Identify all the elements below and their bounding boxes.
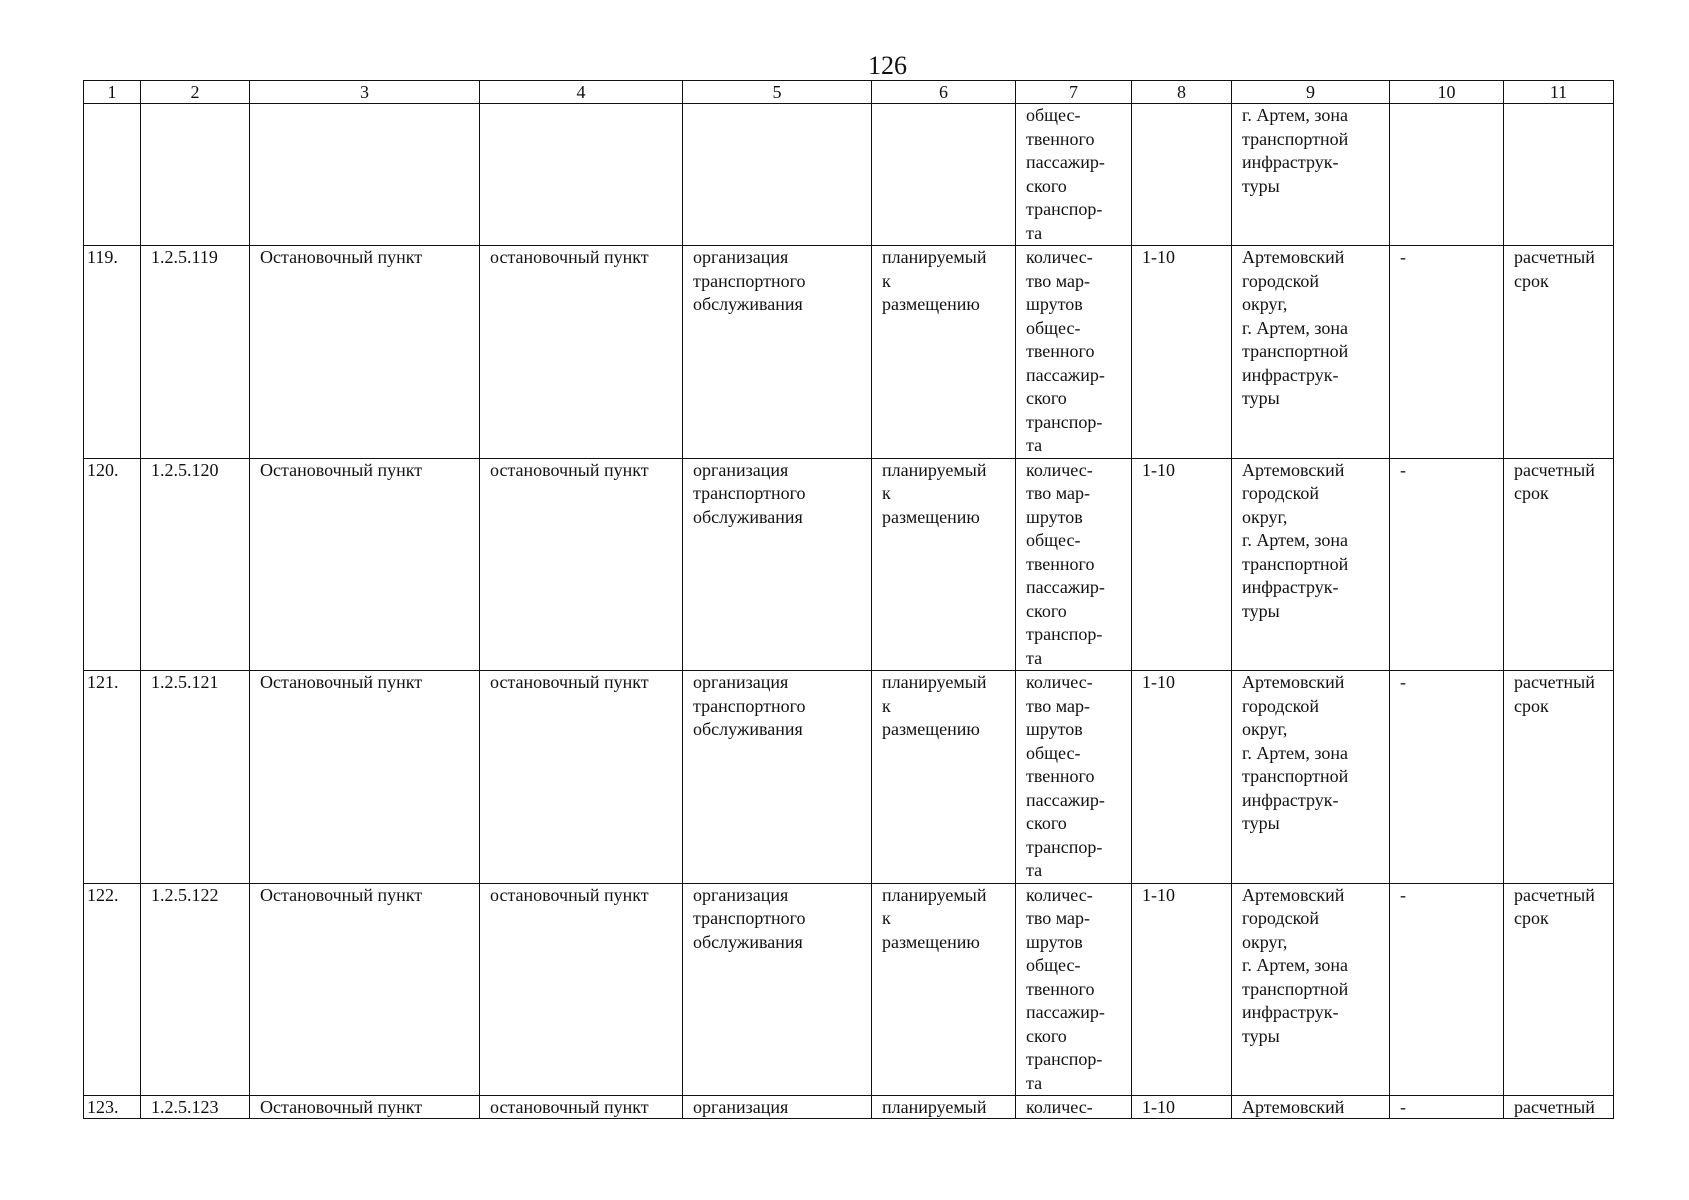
column-header: 6 (872, 81, 1016, 104)
column-header: 8 (1132, 81, 1232, 104)
code-cell: 1.2.5.122 (141, 883, 250, 1096)
column-header: 9 (1232, 81, 1390, 104)
cell-line: инфраструк- (1242, 577, 1339, 597)
status-cell (872, 458, 1016, 671)
table-row (84, 671, 1614, 884)
cell-line: размещению (882, 506, 980, 527)
zone-cell: - (1390, 1096, 1504, 1119)
transport-objects-table (83, 80, 1614, 1119)
cell-line: ского (1026, 813, 1067, 833)
location-cell (1232, 458, 1390, 671)
cell-line: та (1026, 647, 1043, 668)
cell-line: количес- (1026, 884, 1093, 905)
cell-line: организация (693, 459, 789, 480)
cell-line: туры (1242, 1025, 1280, 1046)
purpose-cell (683, 671, 872, 884)
cell-line: к (882, 483, 891, 503)
cell-line: транспортной (1242, 341, 1349, 361)
status-cell (872, 671, 1016, 884)
location-cell: Артемовский (1232, 1096, 1390, 1119)
cell-line: транспортной (1242, 978, 1349, 999)
term-cell (1504, 883, 1614, 1096)
cell-line: г. Артем, зона (1242, 105, 1348, 125)
term-cell (1504, 246, 1614, 459)
zone-cell: - (1390, 671, 1504, 884)
cell-line: ского (1026, 388, 1067, 408)
row-number-cell: 122. (84, 883, 141, 1096)
page-number: 126 (868, 51, 907, 80)
cell-line: туры (1242, 388, 1280, 408)
cell-line: шрутов (1026, 931, 1083, 952)
cell-line: общес- (1026, 742, 1081, 763)
name-cell: Остановочный пункт (250, 458, 480, 671)
name-cell: Остановочный пункт (250, 671, 480, 884)
value-cell: 1-10 (1132, 883, 1232, 1096)
cell-line: расчетный (1514, 459, 1595, 480)
cell-line: г. Артем, зона (1242, 317, 1348, 338)
cell-line: Артемовский (1242, 884, 1345, 905)
cell-line: шрутов (1026, 294, 1083, 314)
term-cell (1504, 458, 1614, 671)
term-cell: расчетный (1504, 1096, 1614, 1119)
cell-line: пассажир- (1026, 1002, 1105, 1022)
value-cell: 1-10 (1132, 246, 1232, 459)
purpose-cell (683, 246, 872, 459)
cell-line: транспортного (693, 695, 806, 716)
cell-line: инфраструк- (1242, 364, 1339, 385)
cell-line: г. Артем, зона (1242, 955, 1348, 975)
value-cell: 1-10 (1132, 458, 1232, 671)
cell-line: количес- (1026, 247, 1093, 267)
code-cell: 1.2.5.120 (141, 458, 250, 671)
cell-line: планируемый (882, 459, 987, 480)
cell-line: общес- (1026, 317, 1081, 338)
cell-line: округ, (1242, 506, 1288, 527)
column-header: 4 (480, 81, 683, 104)
cell-line: городской (1242, 483, 1320, 503)
cell-line: шрутов (1026, 506, 1083, 527)
cell-line: транспортной (1242, 553, 1349, 574)
row-number-cell: 121. (84, 671, 141, 884)
column-header: 11 (1504, 81, 1614, 104)
characteristic-cell (1016, 883, 1132, 1096)
cell-line: тво мар- (1026, 695, 1090, 716)
cell-line: твенного (1026, 766, 1095, 786)
cell-line: инфраструк- (1242, 1002, 1339, 1022)
column-number-header-row (84, 81, 1614, 104)
cell-line: городской (1242, 270, 1320, 291)
code-cell: 1.2.5.123 (141, 1096, 250, 1119)
cell-line: срок (1514, 270, 1549, 291)
cell-line: округ, (1242, 931, 1288, 952)
column-header: 7 (1016, 81, 1132, 104)
cell-line: округ, (1242, 294, 1288, 314)
cell-line: обслуживания (693, 931, 803, 952)
cell-line: общес- (1026, 530, 1081, 550)
cell-line: транспор- (1026, 624, 1103, 644)
location-cell (1232, 671, 1390, 884)
cell-line: организация (693, 247, 789, 267)
cell-line: обслуживания (693, 719, 803, 739)
value-cell: 1-10 (1132, 671, 1232, 884)
cell-line: транспортного (693, 908, 806, 928)
cell-line: городской (1242, 908, 1320, 928)
row-number-cell: 120. (84, 458, 141, 671)
cell-line: транспор- (1026, 411, 1103, 432)
name-cell: Остановочный пункт (250, 1096, 480, 1119)
cell-line: расчетный (1514, 672, 1595, 692)
type-cell: остановочный пункт (480, 671, 683, 884)
status-cell (872, 883, 1016, 1096)
cell-line: планируемый (882, 247, 987, 267)
characteristic-cell (1016, 671, 1132, 884)
cell-line: расчетный (1514, 247, 1595, 267)
cell-line: та (1026, 222, 1043, 243)
cell-line: срок (1514, 908, 1549, 928)
cell-line: туры (1242, 813, 1280, 833)
purpose-cell (683, 458, 872, 671)
type-cell: остановочный пункт (480, 1096, 683, 1119)
characteristic-cell (1016, 458, 1132, 671)
cell-line: общес- (1026, 105, 1081, 125)
cell-line: туры (1242, 600, 1280, 621)
characteristic-cell (1016, 104, 1132, 246)
type-cell: остановочный пункт (480, 883, 683, 1096)
cell-line: транспор- (1026, 1049, 1103, 1069)
column-header: 1 (84, 81, 141, 104)
cell-line: твенного (1026, 553, 1095, 574)
cell-line: пассажир- (1026, 577, 1105, 597)
characteristic-cell: количес- (1016, 1096, 1132, 1119)
name-cell: Остановочный пункт (250, 246, 480, 459)
cell-line: г. Артем, зона (1242, 530, 1348, 550)
zone-cell: - (1390, 458, 1504, 671)
cell-line: Артемовский (1242, 247, 1345, 267)
cell-line: инфраструк- (1242, 789, 1339, 810)
cell-line: срок (1514, 483, 1549, 503)
cell-line: транспор- (1026, 836, 1103, 857)
location-cell (1232, 883, 1390, 1096)
cell-line: размещению (882, 294, 980, 314)
term-cell (1504, 671, 1614, 884)
cell-line: та (1026, 435, 1043, 455)
column-header: 2 (141, 81, 250, 104)
cell-line: количес- (1026, 459, 1093, 480)
purpose-cell: организация (683, 1096, 872, 1119)
cell-line: округ, (1242, 719, 1288, 739)
cell-line: транспортной (1242, 766, 1349, 786)
column-header: 10 (1390, 81, 1504, 104)
cell-line: к (882, 270, 891, 291)
code-cell: 1.2.5.119 (141, 246, 250, 459)
cell-line: ского (1026, 1025, 1067, 1046)
cell-line: организация (693, 672, 789, 692)
cell-line: расчетный (1514, 884, 1595, 905)
cell-line: ского (1026, 600, 1067, 621)
cell-line: транспортного (693, 483, 806, 503)
cell-line: пассажир- (1026, 364, 1105, 385)
cell-line: шрутов (1026, 719, 1083, 739)
cell-line: тво мар- (1026, 908, 1090, 928)
column-header: 5 (683, 81, 872, 104)
cell-line: твенного (1026, 128, 1095, 149)
cell-line: организация (693, 884, 789, 905)
cell-line: туры (1242, 175, 1280, 196)
location-cell (1232, 246, 1390, 459)
zone-cell: - (1390, 246, 1504, 459)
cell-line: транспортной (1242, 128, 1349, 149)
status-cell: планируемый (872, 1096, 1016, 1119)
cell-line: размещению (882, 719, 980, 739)
cell-line: Артемовский (1242, 672, 1345, 692)
table-row-partial (84, 1096, 1614, 1119)
cell-line: инфраструк- (1242, 152, 1339, 172)
cell-line: планируемый (882, 884, 987, 905)
cell-line: пассажир- (1026, 789, 1105, 810)
cell-line: срок (1514, 695, 1549, 716)
characteristic-cell (1016, 246, 1132, 459)
cell-line: тво мар- (1026, 483, 1090, 503)
continuation-row (84, 104, 1614, 246)
cell-line: общес- (1026, 955, 1081, 975)
cell-line: Артемовский (1242, 459, 1345, 480)
row-number-cell: 123. (84, 1096, 141, 1119)
table-row (84, 883, 1614, 1096)
cell-line: размещению (882, 931, 980, 952)
cell-line: планируемый (882, 672, 987, 692)
name-cell: Остановочный пункт (250, 883, 480, 1096)
cell-line: твенного (1026, 978, 1095, 999)
cell-line: к (882, 695, 891, 716)
table-row (84, 458, 1614, 671)
cell-line: та (1026, 860, 1043, 880)
cell-line: та (1026, 1072, 1043, 1093)
cell-line: тво мар- (1026, 270, 1090, 291)
cell-line: обслуживания (693, 294, 803, 314)
value-cell: 1-10 (1132, 1096, 1232, 1119)
cell-line: ского (1026, 175, 1067, 196)
zone-cell: - (1390, 883, 1504, 1096)
cell-line: количес- (1026, 672, 1093, 692)
cell-line: транспортного (693, 270, 806, 291)
status-cell (872, 246, 1016, 459)
cell-line: к (882, 908, 891, 928)
type-cell: остановочный пункт (480, 458, 683, 671)
purpose-cell (683, 883, 872, 1096)
column-header: 3 (250, 81, 480, 104)
cell-line: г. Артем, зона (1242, 742, 1348, 763)
row-number-cell: 119. (84, 246, 141, 459)
type-cell: остановочный пункт (480, 246, 683, 459)
code-cell: 1.2.5.121 (141, 671, 250, 884)
cell-line: пассажир- (1026, 152, 1105, 172)
cell-line: транспор- (1026, 199, 1103, 219)
location-cell (1232, 104, 1390, 246)
cell-line: обслуживания (693, 506, 803, 527)
table-row (84, 246, 1614, 459)
cell-line: городской (1242, 695, 1320, 716)
cell-line: твенного (1026, 341, 1095, 361)
